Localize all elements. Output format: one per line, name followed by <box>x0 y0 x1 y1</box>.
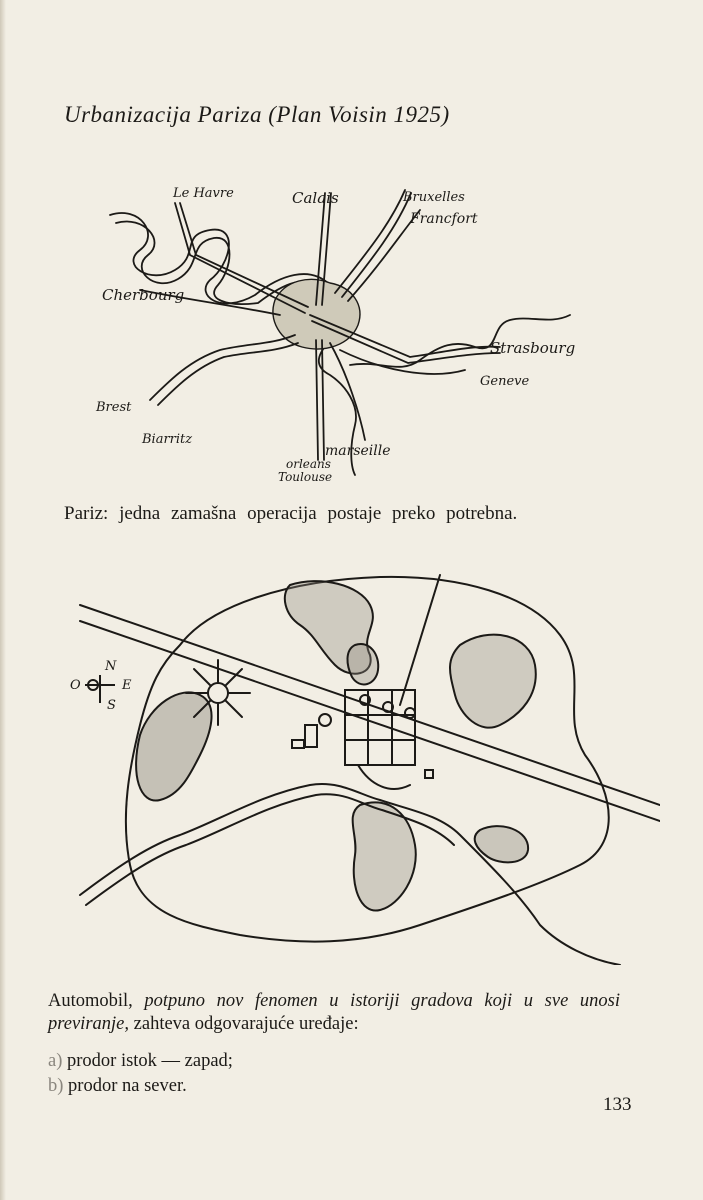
label-calais: Calais <box>292 189 339 207</box>
plan-voisin-sketch <box>60 565 660 965</box>
green-zone-west <box>136 692 211 800</box>
paragraph-lead: Automobil, <box>48 991 145 1011</box>
road-bruxelles <box>335 190 405 293</box>
label-brest: Brest <box>96 400 132 415</box>
label-cherbourg: Cherbourg <box>102 286 185 304</box>
paragraph-italic: potpuno nov fenomen u istoriji gradova koji u sve unosi previranje, <box>48 991 620 1034</box>
compass-west: O <box>70 678 81 693</box>
body-text <box>48 990 620 1100</box>
list <box>48 1050 620 1098</box>
compass-east: E <box>122 678 132 693</box>
label-bruxelles: Bruxelles <box>403 190 465 205</box>
list-letter: a) <box>48 1051 63 1071</box>
map1-caption: Pariz: jedna zamašna operacija postaje preko potrebna. <box>64 503 518 524</box>
road-orleans <box>316 340 318 460</box>
page-title: Urbanizacija Pariza (Plan Voisin 1925) <box>64 102 450 127</box>
list-text: prodor na sever. <box>68 1076 187 1096</box>
label-biarritz: Biarritz <box>142 432 193 447</box>
axis-north-south <box>400 575 440 705</box>
france-route-sketch <box>80 175 600 490</box>
label-marseille: marseille <box>325 443 391 459</box>
green-zone-east <box>450 635 536 728</box>
label-strasbourg: Strasbourg <box>490 339 576 357</box>
list-item <box>48 1050 620 1073</box>
label-toulouse: Toulouse <box>278 470 333 484</box>
page-edge <box>0 0 6 1200</box>
list-text: prodor istok — zapad; <box>67 1051 233 1071</box>
compass-north: N <box>105 659 117 674</box>
business-center-grid <box>345 690 415 765</box>
list-item <box>48 1075 620 1098</box>
road-west <box>150 335 295 400</box>
page-number: 133 <box>603 1094 632 1115</box>
seine-river <box>80 784 620 965</box>
label-le-havre: Le Havre <box>173 186 234 201</box>
list-letter: b) <box>48 1076 64 1096</box>
label-francfort: Francfort <box>410 211 478 227</box>
label-orleans: orleans <box>286 457 331 471</box>
label-geneve: Geneve <box>480 374 530 389</box>
green-zone-center <box>347 644 378 684</box>
paragraph <box>48 990 620 1036</box>
paragraph-tail: zahteva odgovarajuće uređaje: <box>129 1014 359 1034</box>
compass-south: S <box>107 698 116 713</box>
